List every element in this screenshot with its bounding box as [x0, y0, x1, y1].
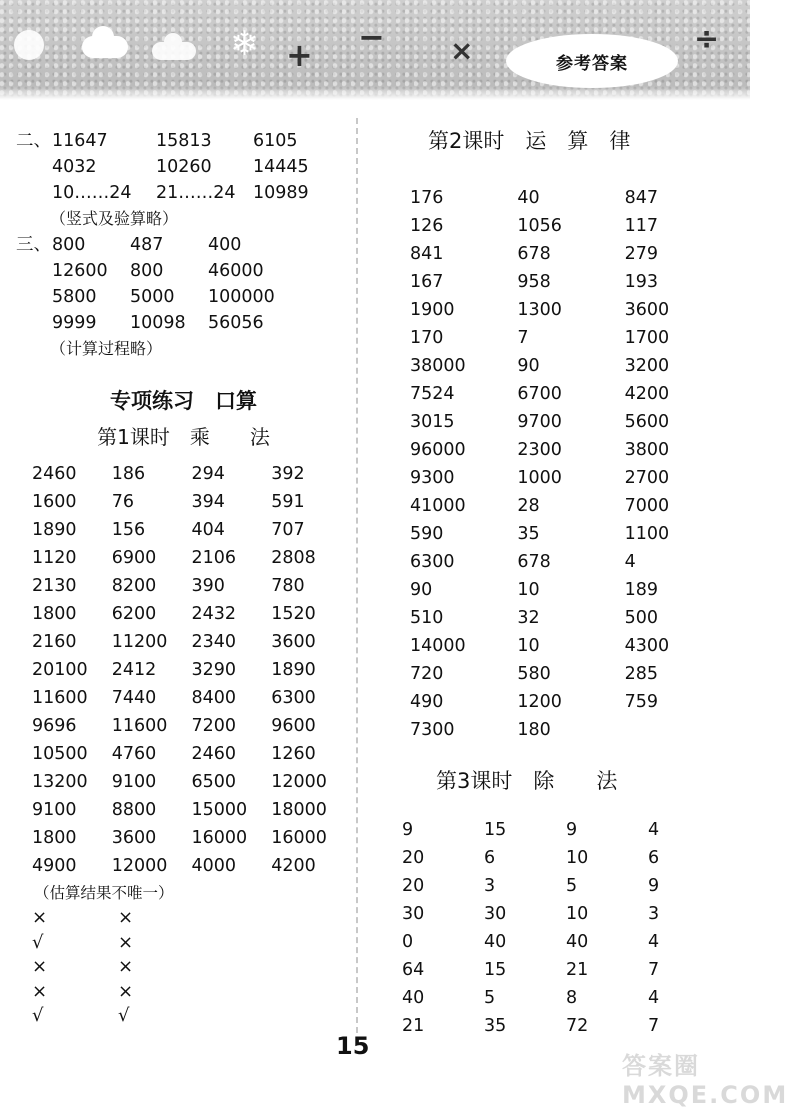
part-two-answers [16, 128, 351, 232]
table-cell: 6900 [111, 548, 157, 568]
table-cell: 7300 [410, 720, 455, 740]
page-header-band [0, 0, 750, 100]
table-cell: 6300 [410, 552, 455, 572]
answer-cell: 21……24 [156, 183, 236, 203]
table-row [402, 464, 732, 492]
table-cell: 678 [517, 244, 551, 264]
table-cell: 28 [517, 496, 540, 516]
table-cell: 176 [410, 188, 444, 208]
table-cell: 170 [410, 328, 444, 348]
table-cell: 4900 [32, 856, 77, 876]
table-cell: 510 [410, 608, 444, 628]
table-row [16, 768, 351, 796]
table-cell: 9 [648, 876, 660, 896]
table-cell: 7 [648, 960, 660, 980]
answer-cell: 10260 [156, 157, 212, 177]
table-cell: 10 [517, 580, 540, 600]
table-cell: 4760 [111, 744, 157, 764]
table-row [402, 380, 732, 408]
table-cell: 3600 [624, 300, 670, 320]
table-cell: 30 [402, 904, 425, 924]
table-row [16, 544, 351, 572]
table-cell: 8400 [191, 688, 237, 708]
table-row [16, 600, 351, 628]
table-cell: 6500 [191, 772, 237, 792]
table-row [16, 628, 351, 656]
table-cell: 35 [517, 524, 540, 544]
answer-key-label: 参考答案 [506, 34, 678, 88]
table-row [402, 184, 732, 212]
table-cell: 500 [624, 608, 659, 628]
table-cell: 90 [517, 356, 540, 376]
table-cell: 2460 [191, 744, 237, 764]
answer-cell: 487 [130, 235, 164, 255]
table-row [402, 660, 732, 688]
table-cell: 590 [410, 524, 444, 544]
table-cell: 35 [484, 1016, 507, 1036]
table-cell: 6700 [517, 384, 562, 404]
table-row [16, 516, 351, 544]
table-cell: 20 [402, 876, 425, 896]
table-cell: 9300 [410, 468, 455, 488]
table-cell: 2130 [32, 576, 77, 596]
answer-cell: 10989 [253, 183, 309, 203]
answer-cell: 5000 [130, 287, 175, 307]
table-cell: 76 [111, 492, 135, 512]
table-cell: 9600 [271, 716, 316, 736]
plus-icon: + [286, 36, 313, 74]
table-cell: 759 [624, 692, 659, 712]
mark-row [16, 931, 351, 956]
table-cell: 9 [566, 820, 578, 840]
table-cell: 3 [484, 876, 496, 896]
table-cell: 8800 [111, 800, 157, 820]
table-cell [625, 716, 732, 744]
times-icon: × [450, 34, 474, 67]
table-cell: 13200 [32, 772, 88, 792]
table-cell: 7524 [410, 384, 455, 404]
table-cell: 12000 [271, 772, 327, 792]
table-cell: 392 [271, 464, 305, 484]
cloud-icon [152, 42, 196, 60]
table-cell: 279 [624, 244, 659, 264]
table-row [16, 572, 351, 600]
answer-cell: 100000 [208, 287, 275, 307]
table-cell: 1300 [517, 300, 562, 320]
answer-note: （竖式及验算略） [50, 209, 179, 228]
lesson1-answer-table [16, 460, 351, 880]
table-cell: 2808 [271, 548, 316, 568]
cloud-icon [82, 36, 128, 58]
table-cell: 167 [410, 272, 444, 292]
table-cell: 1260 [271, 744, 316, 764]
moon-icon [14, 30, 44, 60]
table-row [16, 796, 351, 824]
table-cell: 3 [648, 904, 660, 924]
table-cell: 40 [484, 932, 507, 952]
lesson-title: 第3课时 除 法 [436, 769, 618, 793]
mark-cell: × [32, 980, 48, 1002]
table-cell: 16000 [191, 828, 248, 848]
table-cell: 6300 [271, 688, 316, 708]
answer-cell: 14445 [253, 157, 309, 177]
page-number: 15 [336, 1032, 370, 1060]
table-cell: 3600 [271, 632, 316, 652]
mark-cell: × [118, 931, 134, 953]
answer-cell: 46000 [208, 261, 264, 281]
mark-cell: × [32, 907, 48, 928]
table-cell: 9100 [111, 772, 157, 792]
table-cell: 18000 [271, 800, 327, 820]
table-row [402, 520, 732, 548]
table-row [402, 408, 732, 436]
table-cell: 15 [484, 960, 507, 980]
answer-cell: 9999 [52, 313, 97, 333]
table-cell: 15 [484, 820, 507, 840]
table-cell: 1200 [517, 692, 562, 712]
table-cell: 186 [111, 464, 146, 484]
table-cell: 580 [517, 664, 551, 684]
table-row [402, 984, 732, 1012]
table-cell: 21 [402, 1016, 425, 1036]
table-cell: 6200 [111, 604, 157, 624]
table-row [402, 436, 732, 464]
table-cell: 2460 [32, 464, 77, 484]
table-cell: 1890 [271, 660, 316, 680]
table-cell: 10 [566, 904, 589, 924]
lesson3-answer-table [402, 816, 732, 1040]
table-cell: 4 [648, 988, 660, 1008]
table-cell: 707 [271, 520, 305, 540]
lesson-title: 第2课时 运 算 律 [428, 129, 631, 153]
table-row [402, 956, 732, 984]
table-cell: 1000 [517, 468, 562, 488]
table-row [402, 1012, 732, 1040]
table-row [402, 576, 732, 604]
table-row [402, 492, 732, 520]
snowflake-icon: ❄ [230, 24, 259, 64]
table-cell: 390 [191, 576, 225, 596]
table-row [402, 268, 732, 296]
table-cell: 1056 [517, 216, 562, 236]
table-cell: 16000 [271, 828, 327, 848]
table-cell: 10500 [32, 744, 88, 764]
table-row [16, 824, 351, 852]
table-cell: 156 [111, 520, 146, 540]
table-cell: 2300 [517, 440, 562, 460]
table-cell: 1100 [624, 524, 670, 544]
minus-icon: − [358, 18, 385, 56]
answer-cell: 5800 [52, 287, 97, 307]
table-cell: 2432 [191, 604, 237, 624]
table-cell: 591 [271, 492, 305, 512]
table-row [402, 296, 732, 324]
table-cell: 72 [566, 1016, 589, 1036]
table-cell: 2340 [191, 632, 237, 652]
table-cell: 0 [402, 932, 414, 952]
table-row [402, 688, 732, 716]
table-cell: 1120 [32, 548, 77, 568]
answer-cell: 4032 [52, 157, 97, 177]
table-cell: 4 [624, 552, 636, 572]
mark-row [16, 980, 351, 1005]
mark-cell: × [32, 956, 48, 977]
table-cell: 4200 [624, 384, 670, 404]
table-cell: 847 [624, 188, 659, 208]
table-cell: 7440 [111, 688, 157, 708]
answer-cell: 12600 [52, 261, 108, 281]
table-cell: 14000 [410, 636, 466, 656]
mark-row [16, 955, 351, 980]
table-cell: 1800 [32, 828, 77, 848]
answer-row [16, 284, 351, 310]
table-cell: 20 [402, 848, 425, 868]
part-label: 二、 [16, 131, 51, 151]
table-cell: 4000 [191, 856, 237, 876]
table-cell: 90 [410, 580, 433, 600]
table-cell: 1900 [410, 300, 455, 320]
table-cell: 1800 [32, 604, 77, 624]
table-cell: 3290 [191, 660, 237, 680]
table-cell: 6 [648, 848, 660, 868]
table-row [16, 488, 351, 516]
table-cell: 4 [648, 932, 660, 952]
table-cell: 404 [191, 520, 225, 540]
table-cell: 11600 [32, 688, 88, 708]
table-cell: 4300 [624, 636, 670, 656]
table-cell: 180 [517, 720, 551, 740]
answer-cell: 10……24 [52, 183, 132, 203]
table-cell: 2412 [111, 660, 157, 680]
table-cell: 117 [624, 216, 659, 236]
table-cell: 4 [648, 820, 660, 840]
table-cell: 96000 [410, 440, 466, 460]
table-cell: 1520 [271, 604, 316, 624]
table-cell: 1700 [624, 328, 670, 348]
table-row [16, 656, 351, 684]
answer-row [16, 232, 351, 258]
estimate-note: （估算结果不唯一） [34, 884, 174, 902]
table-cell: 41000 [410, 496, 466, 516]
table-row [402, 816, 732, 844]
table-cell: 3015 [410, 412, 455, 432]
table-cell: 20100 [32, 660, 88, 680]
answer-cell: 10098 [130, 313, 186, 333]
answer-note: （计算过程略） [50, 339, 163, 358]
table-cell: 9100 [32, 800, 77, 820]
table-cell: 40 [402, 988, 425, 1008]
table-cell: 490 [410, 692, 444, 712]
watermark: 答案圈 MXQE.COM [622, 1052, 788, 1109]
table-row [16, 684, 351, 712]
table-row [402, 716, 732, 744]
table-cell: 38000 [410, 356, 466, 376]
table-cell: 9 [402, 820, 414, 840]
table-row [16, 460, 351, 488]
table-cell: 7200 [191, 716, 237, 736]
table-cell: 7000 [624, 496, 670, 516]
table-row [16, 712, 351, 740]
table-row [402, 632, 732, 660]
table-cell: 294 [191, 464, 225, 484]
answer-row [16, 128, 351, 154]
right-column [402, 124, 732, 1040]
answer-row [16, 258, 351, 284]
table-cell: 841 [410, 244, 444, 264]
table-cell: 3800 [624, 440, 670, 460]
left-column [16, 128, 351, 1029]
answer-cell: 800 [130, 261, 164, 281]
table-row [402, 872, 732, 900]
answer-cell: 56056 [208, 313, 264, 333]
table-cell: 11200 [111, 632, 168, 652]
table-row [402, 548, 732, 576]
mark-cell: √ [118, 1005, 130, 1026]
mark-cell: × [118, 956, 134, 977]
table-cell: 1600 [32, 492, 77, 512]
table-cell: 678 [517, 552, 551, 572]
table-cell: 10 [517, 636, 540, 656]
table-cell: 126 [410, 216, 444, 236]
table-cell: 64 [402, 960, 425, 980]
answer-row [16, 154, 351, 180]
answer-cell: 400 [208, 235, 242, 255]
table-row [402, 352, 732, 380]
section-title: 专项练习 口算 [110, 389, 257, 413]
table-cell: 720 [410, 664, 444, 684]
table-row [402, 900, 732, 928]
table-row [402, 928, 732, 956]
table-cell: 30 [484, 904, 507, 924]
table-cell: 40 [566, 932, 589, 952]
table-cell: 5 [566, 876, 578, 896]
table-cell: 15000 [191, 800, 248, 820]
table-cell: 8 [566, 988, 578, 1008]
table-row [402, 604, 732, 632]
table-cell: 780 [271, 576, 305, 596]
table-cell: 285 [624, 664, 659, 684]
table-cell: 9700 [517, 412, 562, 432]
table-cell: 958 [517, 272, 551, 292]
table-cell: 193 [624, 272, 659, 292]
table-row [16, 740, 351, 768]
answer-cell: 800 [52, 235, 86, 255]
mark-row [16, 1004, 351, 1029]
table-cell: 8200 [111, 576, 157, 596]
table-row [16, 852, 351, 880]
mark-row [16, 906, 351, 931]
table-cell: 3600 [111, 828, 157, 848]
table-row [402, 324, 732, 352]
table-cell: 7 [648, 1016, 660, 1036]
mark-cell: × [118, 907, 134, 928]
table-cell: 11600 [111, 716, 168, 736]
table-cell: 1890 [32, 520, 77, 540]
table-row [402, 844, 732, 872]
table-cell: 6 [484, 848, 496, 868]
column-divider [356, 118, 358, 1043]
answer-cell: 11647 [52, 131, 108, 151]
mark-cell: × [118, 980, 134, 1002]
table-cell: 21 [566, 960, 589, 980]
table-cell: 394 [191, 492, 225, 512]
mark-cell: √ [32, 1005, 44, 1026]
table-cell: 4200 [271, 856, 316, 876]
true-false-marks [16, 906, 351, 1029]
table-cell: 32 [517, 608, 540, 628]
table-cell: 9696 [32, 716, 77, 736]
table-cell: 7 [517, 328, 529, 348]
answer-row [16, 310, 351, 336]
mark-cell: √ [32, 931, 44, 953]
table-cell: 3200 [624, 356, 670, 376]
table-row [402, 240, 732, 268]
table-cell: 2700 [624, 468, 670, 488]
lesson2-answer-table [402, 184, 732, 744]
table-cell: 40 [517, 188, 540, 208]
table-cell: 5 [484, 988, 496, 1008]
table-cell: 10 [566, 848, 589, 868]
table-cell: 2106 [191, 548, 237, 568]
part-three-answers [16, 232, 351, 362]
answer-cell: 15813 [156, 131, 212, 151]
table-cell: 12000 [111, 856, 168, 876]
part-label: 三、 [16, 235, 51, 255]
answer-cell: 6105 [253, 131, 298, 151]
table-cell: 2160 [32, 632, 77, 652]
divide-icon: ÷ [694, 22, 720, 57]
answer-row [16, 180, 351, 206]
table-cell: 189 [624, 580, 659, 600]
lesson-title: 第1课时 乘 法 [97, 425, 270, 449]
table-cell: 5600 [624, 412, 670, 432]
table-row [402, 212, 732, 240]
